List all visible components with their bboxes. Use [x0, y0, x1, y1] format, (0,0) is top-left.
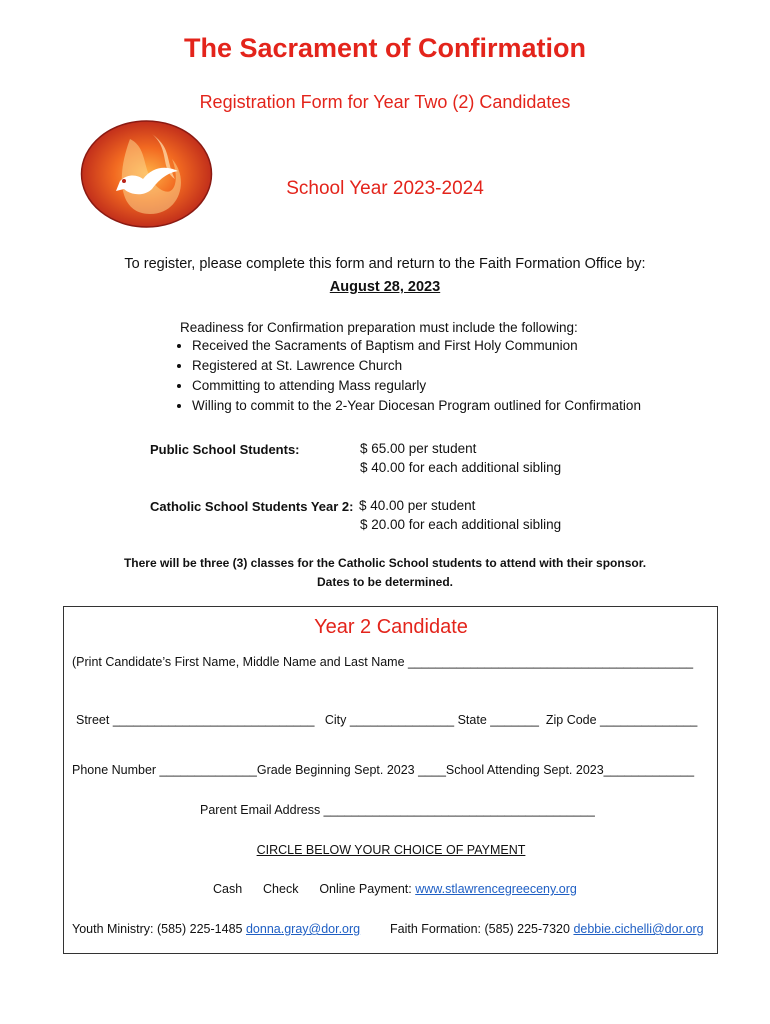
dove-flame-logo-icon — [80, 119, 213, 229]
payment-check[interactable]: Check — [263, 882, 299, 896]
parent-email-field[interactable]: Parent Email Address _______________________________________ — [200, 803, 595, 817]
faith-formation-phone: Faith Formation: (585) 225-7320 — [390, 922, 570, 936]
youth-ministry-contact — [72, 922, 360, 936]
list-item: • Committing to attending Mass regularly — [192, 376, 641, 396]
phone-grade-school-field[interactable]: Phone Number ______________Grade Beginning Sept. 2023 ____School Attending Sept. 2023_____________ — [72, 763, 695, 777]
public-school-sibling-fee: $ 40.00 for each additional sibling — [360, 460, 562, 475]
faith-formation-email-link[interactable]: debbie.cichelli@dor.org — [573, 922, 704, 936]
classes-note — [0, 554, 770, 592]
registration-deadline: August 28, 2023 — [329, 279, 441, 295]
candidate-name-field[interactable]: (Print Candidate’s First Name, Middle Name and Last Name _________________________________________ — [72, 655, 694, 669]
classes-note-line: There will be three (3) classes for the Catholic School students to attend with their sponsor. — [123, 556, 647, 570]
register-instructions: To register, please complete this form and return to the Faith Formation Office by: — [124, 256, 646, 272]
youth-ministry-phone: Youth Ministry: (585) 225-1485 — [72, 922, 243, 936]
catholic-school-fee-label: Catholic School Students Year 2: — [150, 499, 354, 514]
public-school-fee: $ 65.00 per student — [360, 441, 477, 456]
classes-note-line: Dates to be determined. — [316, 575, 454, 589]
address-field[interactable]: Street _____________________________ City _______________ State _______ Zip Code ______________ — [76, 713, 698, 727]
candidate-heading: Year 2 Candidate — [314, 616, 468, 638]
catholic-school-fee: $ 40.00 per student — [359, 498, 476, 513]
readiness-intro: Readiness for Confirmation preparation must include the following: — [180, 320, 578, 335]
public-school-fee-label: Public School Students: — [150, 442, 300, 457]
list-item: • Registered at St. Lawrence Church — [192, 356, 641, 376]
payment-heading: CIRCLE BELOW YOUR CHOICE OF PAYMENT — [256, 843, 526, 857]
page-title: The Sacrament of Confirmation — [183, 33, 587, 63]
youth-ministry-email-link[interactable]: donna.gray@dor.org — [245, 922, 361, 936]
school-year: School Year 2023-2024 — [286, 178, 484, 199]
catholic-school-sibling-fee: $ 20.00 for each additional sibling — [360, 517, 562, 532]
list-item: • Willing to commit to the 2-Year Diocesan Program outlined for Confirmation — [192, 396, 641, 416]
readiness-list — [152, 336, 641, 416]
payment-online-link[interactable]: www.stlawrencegreeceny.org — [415, 882, 577, 896]
payment-online-label: Online Payment: — [319, 882, 412, 896]
page-subtitle: Registration Form for Year Two (2) Candidates — [199, 92, 571, 112]
list-item: • Received the Sacraments of Baptism and First Holy Communion — [192, 336, 641, 356]
payment-cash[interactable]: Cash — [213, 882, 243, 896]
faith-formation-contact — [390, 922, 704, 936]
payment-options — [213, 882, 577, 896]
